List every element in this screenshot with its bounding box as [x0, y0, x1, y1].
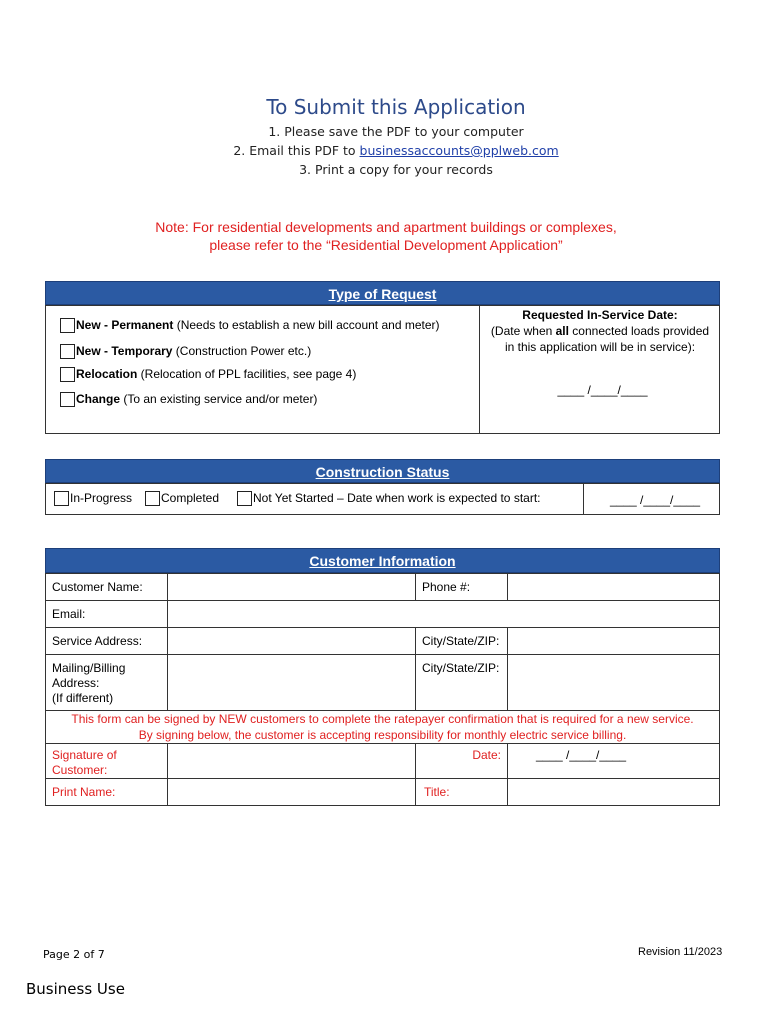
mailing-address-field[interactable] — [168, 655, 416, 711]
status-not-started[interactable]: Not Yet Started – Date when work is expected to start: — [237, 491, 541, 506]
step-2-text: 2. Email this PDF to — [233, 143, 360, 158]
mailing-city-state-zip-field[interactable] — [508, 655, 720, 711]
type-of-request-header: Type of Request — [45, 281, 720, 305]
checkbox-change[interactable] — [60, 392, 75, 407]
customer-name-label: Customer Name: — [46, 574, 168, 601]
signature-date-field[interactable]: ____ /____/____ — [508, 744, 720, 779]
service-address-field[interactable] — [168, 628, 416, 655]
email-link[interactable]: businessaccounts@pplweb.com — [359, 143, 559, 158]
requested-date-title: Requested In-Service Date: — [522, 308, 678, 322]
checkbox-completed[interactable] — [145, 491, 160, 506]
print-name-field[interactable] — [168, 779, 416, 806]
step-3: 3. Print a copy for your records — [299, 162, 493, 177]
signature-field[interactable] — [168, 744, 416, 779]
divider — [479, 305, 480, 434]
checkbox-in-progress[interactable] — [54, 491, 69, 506]
phone-label: Phone #: — [416, 574, 508, 601]
requested-date-field[interactable]: ____ /____/____ — [557, 383, 648, 397]
divider — [583, 483, 584, 515]
date-label: Date: — [416, 744, 508, 779]
option-change[interactable]: Change (To an existing service and/or meter) — [60, 392, 317, 407]
business-use-label: Business Use — [26, 980, 125, 998]
option-new-temporary[interactable]: New - Temporary (Construction Power etc.) — [60, 344, 311, 359]
mailing-address-label: Mailing/Billing Address: (If different) — [46, 655, 168, 711]
status-in-progress[interactable]: In-Progress — [54, 491, 132, 506]
note-line-2: please refer to the “Residential Development Application” — [209, 237, 563, 253]
city-state-zip-label: City/State/ZIP: — [416, 628, 508, 655]
page-number: Page 2 of 7 — [43, 948, 105, 961]
email-label: Email: — [46, 601, 168, 628]
title-field[interactable] — [508, 779, 720, 806]
mailing-city-state-zip-label: City/State/ZIP: — [416, 655, 508, 711]
requested-date-block: Requested In-Service Date: (Date when all connected loads provided in this application will be in service): — [490, 308, 710, 354]
step-1: 1. Please save the PDF to your computer — [268, 124, 524, 139]
option-relocation[interactable]: Relocation (Relocation of PPL facilities, see page 4) — [60, 367, 356, 382]
option-new-permanent[interactable]: New - Permanent (Needs to establish a new bill account and meter) — [60, 318, 440, 333]
checkbox-relocation[interactable] — [60, 367, 75, 382]
customer-name-field[interactable] — [168, 574, 416, 601]
note-line-1: Note: For residential developments and apartment buildings or complexes, — [155, 219, 617, 235]
customer-information-table — [45, 573, 720, 806]
revision: Revision 11/2023 — [638, 946, 723, 958]
status-completed[interactable]: Completed — [145, 491, 219, 506]
print-name-label: Print Name: — [46, 779, 168, 806]
signature-notice: This form can be signed by NEW customers to complete the ratepayer confirmation that is required for a new service. By signing below, the customer is accepting responsibility for monthly electric service billing. — [46, 711, 720, 744]
checkbox-new-permanent[interactable] — [60, 318, 75, 333]
construction-status-header: Construction Status — [45, 459, 720, 483]
customer-information-header: Customer Information — [45, 548, 720, 573]
email-field[interactable] — [168, 601, 720, 628]
checkbox-not-started[interactable] — [237, 491, 252, 506]
city-state-zip-field[interactable] — [508, 628, 720, 655]
checkbox-new-temporary[interactable] — [60, 344, 75, 359]
page-title: To Submit this Application — [266, 95, 526, 119]
service-address-label: Service Address: — [46, 628, 168, 655]
step-2 — [0, 143, 770, 158]
signature-label: Signature of Customer: — [46, 744, 168, 779]
start-date-field[interactable]: ____ /____/____ — [609, 493, 701, 507]
title-label: Title: — [416, 779, 508, 806]
phone-field[interactable] — [508, 574, 720, 601]
